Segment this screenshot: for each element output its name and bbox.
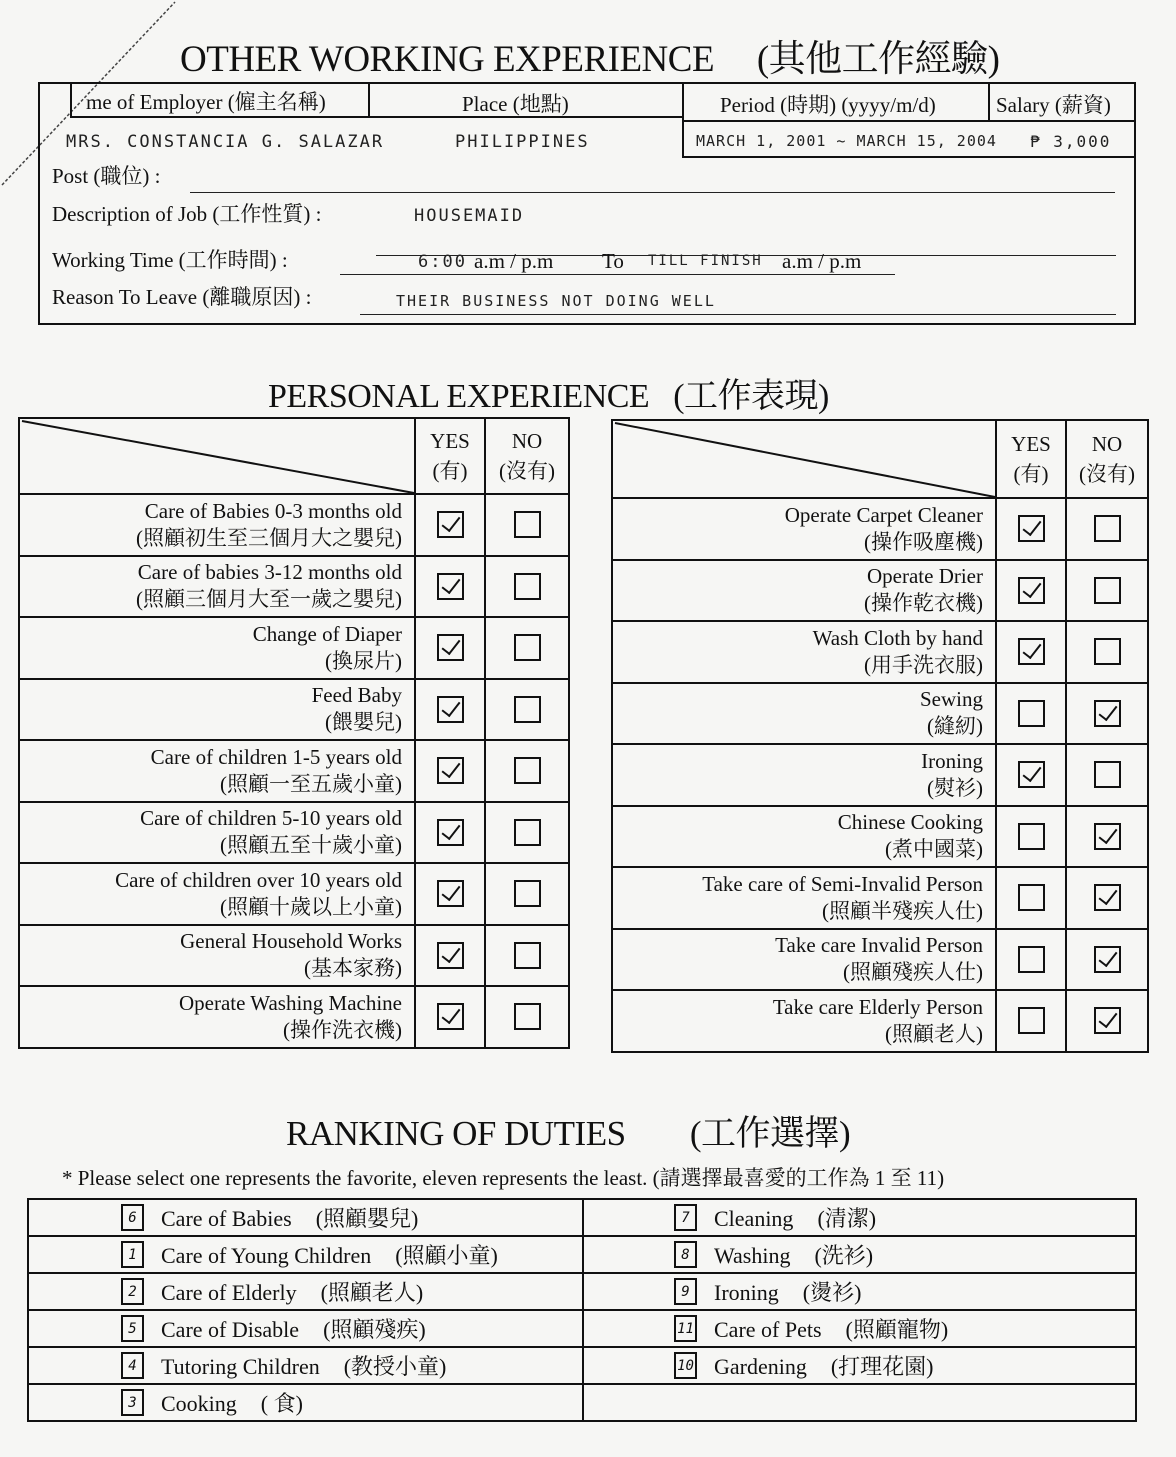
ampm-label-1: a.m / p.m <box>474 249 554 273</box>
place-header: Place (地點) <box>462 92 569 116</box>
ranking-item <box>583 1236 1136 1273</box>
no-checkbox[interactable] <box>1094 515 1121 542</box>
experience-label <box>19 494 415 556</box>
rank-number-box[interactable]: 11 <box>674 1315 697 1342</box>
ranking-duty-en: Tutoring Children <box>161 1354 320 1379</box>
yes-checkbox[interactable] <box>437 511 464 538</box>
experience-row <box>612 621 1148 683</box>
yes-cell <box>996 621 1066 683</box>
experience-row <box>612 990 1148 1052</box>
yes-cell <box>996 867 1066 929</box>
working-time-label: Working Time (工作時間) : <box>52 248 288 272</box>
description-label: Description of Job (工作性質) : <box>52 202 322 226</box>
experience-label <box>19 617 415 679</box>
yes-checkbox[interactable] <box>1018 577 1045 604</box>
experience-label-en: Care of children over 10 years old <box>115 867 402 892</box>
no-cell <box>485 494 569 556</box>
no-cell <box>485 925 569 987</box>
ranking-title: RANKING OF DUTIES (工作選擇) <box>286 1114 851 1153</box>
yes-checkbox[interactable] <box>1018 823 1045 850</box>
no-checkbox[interactable] <box>514 757 541 784</box>
experience-label-cn: (照顧五至十歲小童) <box>220 833 402 858</box>
experience-label-cn: (操作吸塵機) <box>864 529 983 554</box>
yes-checkbox[interactable] <box>1018 884 1045 911</box>
other-work-title: OTHER WORKING EXPERIENCE (其他工作經驗) <box>180 39 1000 80</box>
ranking-row <box>28 1384 1136 1421</box>
no-checkbox[interactable] <box>514 511 541 538</box>
experience-label-en: Chinese Cooking <box>837 810 983 835</box>
experience-label-en: Operate Drier <box>866 564 983 589</box>
no-cell <box>485 802 569 864</box>
reason-value[interactable]: THEIR BUSINESS NOT DOING WELL <box>396 292 716 310</box>
ranking-item <box>28 1236 583 1273</box>
experience-label <box>19 802 415 864</box>
experience-label-cn: (煮中國菜) <box>885 837 983 862</box>
experience-label-en: Take care Invalid Person <box>775 933 983 958</box>
no-cell <box>485 740 569 802</box>
rank-number-box[interactable]: 6 <box>121 1204 144 1231</box>
experience-label <box>19 863 415 925</box>
yes-checkbox[interactable] <box>1018 638 1045 665</box>
rank-number-box[interactable]: 3 <box>121 1389 144 1416</box>
experience-row <box>19 740 569 802</box>
yes-checkbox[interactable] <box>437 942 464 969</box>
yes-checkbox[interactable] <box>437 880 464 907</box>
experience-label <box>612 867 996 929</box>
ranking-item <box>28 1273 583 1310</box>
no-checkbox[interactable] <box>514 819 541 846</box>
ranking-table <box>27 1198 1137 1422</box>
salary-value[interactable]: ₱ 3,000 <box>1030 132 1112 151</box>
rank-number-box[interactable]: 7 <box>674 1204 697 1231</box>
experience-label-en: Care of Babies 0-3 months old <box>144 498 402 523</box>
no-cell <box>485 556 569 618</box>
working-time-line <box>340 274 895 275</box>
no-cell <box>1066 683 1148 745</box>
ranking-duty-en: Care of Pets <box>714 1317 822 1342</box>
rank-number-box[interactable]: 1 <box>121 1241 144 1268</box>
ranking-duty-en: Cooking <box>161 1391 237 1416</box>
ranking-item <box>583 1347 1136 1384</box>
yes-cell <box>996 498 1066 560</box>
ranking-row <box>28 1199 1136 1236</box>
experience-label-cn: (照顧十歲以上小童) <box>220 894 402 919</box>
experience-label-cn: (縫紉) <box>927 714 983 739</box>
experience-label <box>19 679 415 741</box>
to-label: To <box>602 249 624 273</box>
no-checkbox[interactable] <box>514 880 541 907</box>
experience-label <box>612 683 996 745</box>
yes-checkbox[interactable] <box>1018 1007 1045 1034</box>
experience-label-en: Wash Cloth by hand <box>812 625 983 650</box>
working-time-end[interactable]: TILL FINISH <box>648 253 763 269</box>
ranking-duty-cn: ( 食) <box>260 1391 303 1416</box>
experience-row <box>19 556 569 618</box>
no-cell <box>485 863 569 925</box>
ranking-item <box>28 1384 583 1421</box>
experience-label-en: Take care Elderly Person <box>772 994 983 1019</box>
ranking-duty-en: Cleaning <box>714 1206 794 1231</box>
diagonal-line <box>613 421 997 499</box>
experience-label-en: General Household Works <box>180 929 402 954</box>
experience-row <box>19 863 569 925</box>
yes-cell <box>996 806 1066 868</box>
post-field-line[interactable] <box>190 192 1115 193</box>
no-checkbox[interactable] <box>1094 1007 1121 1034</box>
yes-header: YES (有) <box>415 418 485 494</box>
yes-cell <box>996 560 1066 622</box>
no-cell <box>1066 929 1148 991</box>
yes-checkbox[interactable] <box>437 757 464 784</box>
experience-label-en: Feed Baby <box>311 683 402 708</box>
ranking-duty-cn: (教授小童) <box>343 1354 447 1379</box>
yes-cell <box>415 802 485 864</box>
salary-header: Salary (薪資) <box>996 93 1111 117</box>
experience-label-cn: (基本家務) <box>304 956 402 981</box>
no-checkbox[interactable] <box>1094 946 1121 973</box>
experience-label-cn: (餵嬰兒) <box>325 710 402 735</box>
experience-label-cn: (換尿片) <box>325 648 402 673</box>
experience-label-cn: (照顧殘疾人仕) <box>843 960 983 985</box>
ranking-row <box>28 1310 1136 1347</box>
ranking-duty-en: Washing <box>714 1243 791 1268</box>
yes-checkbox[interactable] <box>1018 761 1045 788</box>
experience-label <box>612 929 996 991</box>
experience-label <box>612 560 996 622</box>
no-checkbox[interactable] <box>1094 884 1121 911</box>
no-checkbox[interactable] <box>514 696 541 723</box>
yes-cell <box>996 683 1066 745</box>
ranking-item <box>28 1347 583 1384</box>
yes-header: YES (有) <box>996 420 1066 498</box>
experience-label-cn: (照顧三個月大至一歲之嬰兒) <box>136 587 402 612</box>
ranking-row <box>28 1236 1136 1273</box>
experience-label-en: Care of babies 3-12 months old <box>137 560 402 585</box>
no-checkbox[interactable] <box>1094 823 1121 850</box>
diagonal-header-cell <box>19 418 415 494</box>
experience-label-cn: (照顧半殘疾人仕) <box>822 898 983 923</box>
no-checkbox[interactable] <box>514 1003 541 1030</box>
ranking-item <box>28 1199 583 1236</box>
description-value[interactable]: HOUSEMAID <box>414 206 525 226</box>
no-cell <box>1066 806 1148 868</box>
no-cell <box>1066 621 1148 683</box>
personal-table-right <box>611 419 1149 1053</box>
yes-checkbox[interactable] <box>1018 515 1045 542</box>
experience-row <box>19 986 569 1048</box>
no-checkbox[interactable] <box>1094 700 1121 727</box>
yes-checkbox[interactable] <box>1018 946 1045 973</box>
no-header: NO (沒有) <box>1066 420 1148 498</box>
ranking-duty-cn: (清潔) <box>817 1206 877 1231</box>
ranking-duty-cn: (照顧寵物) <box>845 1317 949 1342</box>
diagonal-header-cell <box>612 420 996 498</box>
experience-label-cn: (用手洗衣服) <box>864 652 983 677</box>
yes-cell <box>415 986 485 1048</box>
yes-cell <box>415 556 485 618</box>
no-checkbox[interactable] <box>514 634 541 661</box>
yes-checkbox[interactable] <box>437 696 464 723</box>
ranking-duty-en: Care of Disable <box>161 1317 300 1342</box>
ranking-duty-cn: (洗衫) <box>814 1243 874 1268</box>
experience-label-cn: (照顧初生至三個月大之嬰兒) <box>136 525 402 550</box>
yes-checkbox[interactable] <box>437 573 464 600</box>
experience-row <box>19 802 569 864</box>
yes-cell <box>415 494 485 556</box>
yes-cell <box>415 863 485 925</box>
no-checkbox[interactable] <box>1094 761 1121 788</box>
experience-label-en: Care of children 1-5 years old <box>150 744 402 769</box>
experience-label-cn: (照顧老人) <box>885 1021 983 1046</box>
experience-row <box>19 679 569 741</box>
experience-label <box>19 986 415 1048</box>
rank-number-box[interactable]: 4 <box>121 1352 144 1379</box>
personal-title: PERSONAL EXPERIENCE (工作表現) <box>268 378 829 415</box>
yes-cell <box>415 740 485 802</box>
yes-cell <box>415 679 485 741</box>
place-value[interactable]: PHILIPPINES <box>455 132 590 152</box>
yes-checkbox[interactable] <box>437 634 464 661</box>
experience-label-en: Sewing <box>920 687 983 712</box>
experience-label <box>612 990 996 1052</box>
experience-label-en: Operate Carpet Cleaner <box>784 502 983 527</box>
no-checkbox[interactable] <box>1094 638 1121 665</box>
ranking-row <box>28 1273 1136 1310</box>
ranking-item <box>583 1199 1136 1236</box>
working-time-start[interactable]: 6:00 <box>418 252 467 272</box>
ranking-duty-cn: (照顧小童) <box>395 1243 498 1268</box>
ranking-duty-cn: (照顧老人) <box>320 1280 424 1305</box>
rank-number-box[interactable]: 10 <box>674 1352 697 1379</box>
ranking-item <box>583 1273 1136 1310</box>
yes-cell <box>996 929 1066 991</box>
experience-row <box>612 683 1148 745</box>
ampm-label-2: a.m / p.m <box>782 249 862 273</box>
period-value[interactable]: MARCH 1, 2001 ~ MARCH 15, 2004 <box>696 132 997 150</box>
ranking-item <box>583 1310 1136 1347</box>
personal-table-left <box>18 417 570 1049</box>
no-cell <box>1066 744 1148 806</box>
yes-checkbox[interactable] <box>437 1003 464 1030</box>
yes-cell <box>415 925 485 987</box>
experience-row <box>612 929 1148 991</box>
employer-value[interactable]: MRS. CONSTANCIA G. SALAZAR <box>66 132 385 152</box>
no-checkbox[interactable] <box>514 573 541 600</box>
no-cell <box>485 679 569 741</box>
experience-label <box>19 925 415 987</box>
post-label: Post (職位) : <box>52 164 161 188</box>
yes-cell <box>415 617 485 679</box>
diagonal-line <box>20 419 416 495</box>
no-cell <box>485 986 569 1048</box>
rank-number-box[interactable]: 5 <box>121 1315 144 1342</box>
experience-label <box>612 621 996 683</box>
ranking-note: * Please select one represents the favorite, eleven represents the least. (請選擇最喜愛的工作為 1 至 11) <box>62 1166 945 1190</box>
no-cell <box>1066 560 1148 622</box>
experience-label <box>612 806 996 868</box>
rank-number-box[interactable]: 2 <box>121 1278 144 1305</box>
experience-label-en: Ironing <box>921 748 983 773</box>
no-header: NO (沒有) <box>485 418 569 494</box>
experience-row <box>19 494 569 556</box>
employer-header: me of Employer (僱主名稱) <box>86 90 326 114</box>
ranking-duty-cn: (照顧嬰兒) <box>315 1206 419 1231</box>
experience-row <box>612 806 1148 868</box>
ranking-duty-en: Care of Babies <box>161 1206 292 1231</box>
experience-label-cn: (熨衫) <box>927 775 983 800</box>
rank-number-box[interactable]: 9 <box>674 1278 697 1305</box>
yes-cell <box>996 990 1066 1052</box>
ranking-duty-cn: (打理花園) <box>830 1354 934 1379</box>
reason-label: Reason To Leave (離職原因) : <box>52 285 312 309</box>
reason-field-line <box>360 314 1116 315</box>
period-header: Period (時期) (yyyy/m/d) <box>720 93 936 117</box>
experience-label-cn: (照顧一至五歲小童) <box>220 771 402 796</box>
yes-cell <box>996 744 1066 806</box>
ranking-duty-en: Care of Young Children <box>161 1243 372 1268</box>
no-cell <box>1066 867 1148 929</box>
no-cell <box>485 617 569 679</box>
no-checkbox[interactable] <box>1094 577 1121 604</box>
ranking-duty-cn: (燙衫) <box>802 1280 862 1305</box>
experience-row <box>612 498 1148 560</box>
ranking-duty-en: Care of Elderly <box>161 1280 297 1305</box>
experience-label-cn: (操作洗衣機) <box>283 1017 402 1042</box>
ranking-item <box>583 1384 1136 1421</box>
ranking-item <box>28 1310 583 1347</box>
no-cell <box>1066 498 1148 560</box>
experience-label-en: Operate Washing Machine <box>178 990 402 1015</box>
experience-label <box>612 498 996 560</box>
experience-label-cn: (操作乾衣機) <box>864 591 983 616</box>
no-cell <box>1066 990 1148 1052</box>
ranking-duty-en: Ironing <box>714 1280 779 1305</box>
experience-row <box>612 744 1148 806</box>
ranking-row <box>28 1347 1136 1384</box>
experience-row <box>612 560 1148 622</box>
experience-label-en: Change of Diaper <box>252 621 402 646</box>
no-checkbox[interactable] <box>514 942 541 969</box>
experience-row <box>19 617 569 679</box>
experience-label <box>19 740 415 802</box>
ranking-duty-en: Gardening <box>714 1354 807 1379</box>
experience-row <box>612 867 1148 929</box>
experience-label <box>612 744 996 806</box>
yes-checkbox[interactable] <box>1018 700 1045 727</box>
ranking-duty-cn: (照顧殘疾) <box>323 1317 426 1342</box>
experience-label-en: Care of children 5-10 years old <box>140 806 402 831</box>
yes-checkbox[interactable] <box>437 819 464 846</box>
experience-row <box>19 925 569 987</box>
experience-label <box>19 556 415 618</box>
rank-number-box[interactable]: 8 <box>674 1241 697 1268</box>
experience-label-en: Take care of Semi-Invalid Person <box>702 871 983 896</box>
